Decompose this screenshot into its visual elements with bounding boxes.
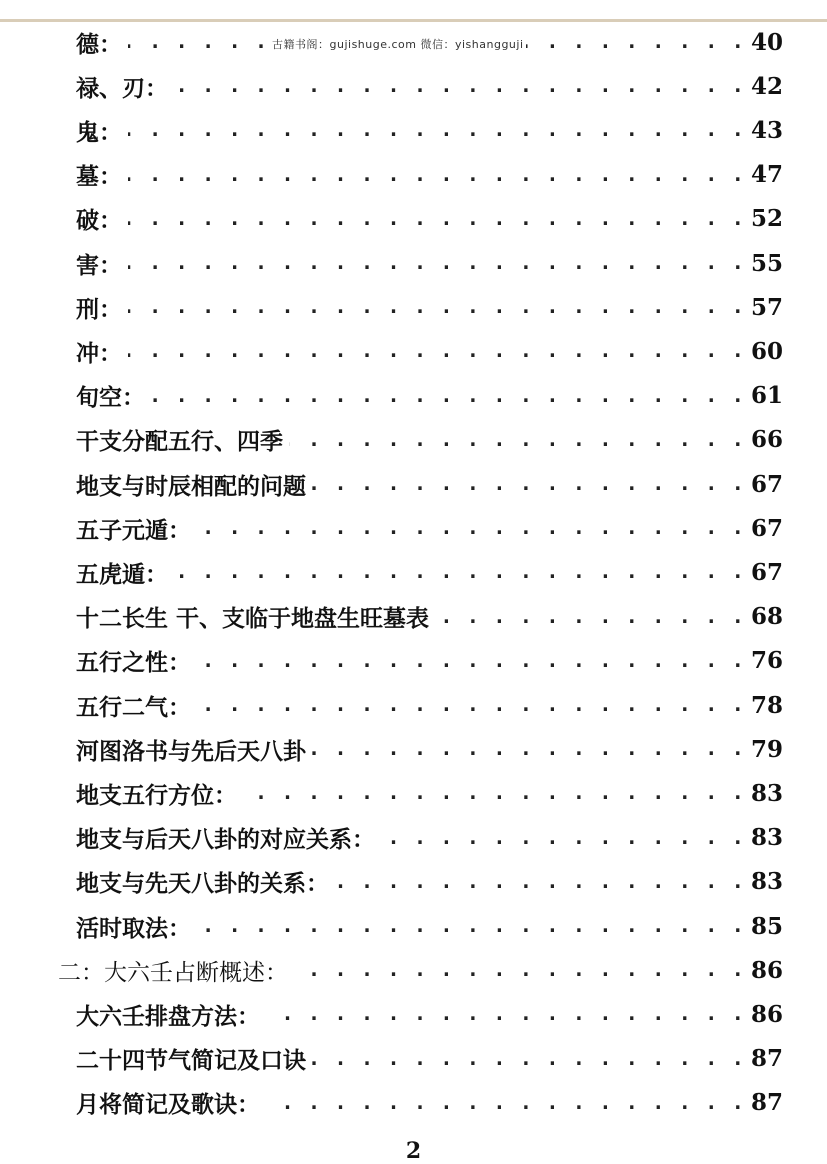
toc-dot-leader	[289, 427, 745, 453]
toc-entry-title: 地支与先天八卦的关系：	[76, 871, 329, 898]
toc-entry[interactable]	[76, 1039, 783, 1079]
toc-entry-page: 87	[750, 1045, 783, 1073]
toc-entry-title: 活时取法：	[76, 915, 191, 942]
toc-entry-page: 86	[750, 956, 783, 984]
toc-entry[interactable]	[76, 818, 783, 858]
toc-entry-title: 大六壬排盘方法：	[76, 1003, 260, 1030]
toc-entry[interactable]	[76, 994, 783, 1034]
toc-dot-leader	[312, 1046, 745, 1072]
toc-entry[interactable]	[76, 155, 783, 195]
toc-entry-title: 禄、刃：	[76, 75, 168, 102]
toc-entry-page: 40	[750, 28, 783, 56]
toc-entry[interactable]	[76, 729, 783, 769]
toc-entry-page: 43	[750, 116, 783, 144]
toc-dot-leader	[294, 957, 745, 983]
toc-entry-page: 87	[750, 1089, 783, 1117]
toc-dot-leader	[197, 648, 745, 674]
toc-dot-leader	[266, 1090, 745, 1116]
toc-entry-title: 冲：	[76, 340, 122, 367]
toc-entry-page: 79	[750, 735, 783, 763]
toc-entry-page: 83	[750, 824, 783, 852]
toc-entry[interactable]	[76, 66, 783, 106]
toc-dot-leader	[128, 206, 745, 232]
toc-dot-leader	[174, 559, 745, 585]
watermark-text: 古籍书阁：gujishuge.com 微信：yishangguji	[272, 38, 524, 51]
toc-entry-title: 十二长生 干、支临于地盘生旺墓表	[76, 606, 430, 633]
toc-dot-leader	[174, 73, 745, 99]
toc-entry[interactable]	[76, 906, 783, 946]
toc-entry[interactable]	[76, 243, 783, 283]
toc-entry-title: 害：	[76, 252, 122, 279]
toc-dot-leader	[197, 913, 745, 939]
toc-entry[interactable]	[76, 331, 783, 371]
toc-entry-title: 五子元遁：	[76, 517, 191, 544]
toc-entry[interactable]	[76, 773, 783, 813]
toc-entry-title: 五虎遁：	[76, 561, 168, 588]
toc-dot-leader	[243, 780, 745, 806]
toc-entry[interactable]	[76, 641, 783, 681]
toc-entry-title: 破：	[76, 208, 122, 235]
toc-entry[interactable]	[76, 862, 783, 902]
toc-entry[interactable]	[76, 420, 783, 460]
toc-entry-title: 墓：	[76, 164, 122, 191]
toc-entry-title: 二：大六壬占断概述：	[58, 959, 288, 986]
toc-entry-page: 47	[750, 161, 783, 189]
toc-entry-page: 76	[750, 647, 783, 675]
toc-dot-leader	[128, 294, 745, 320]
toc-dot-leader	[266, 1001, 745, 1027]
toc-entry-page: 60	[750, 337, 783, 365]
toc-dot-leader	[151, 383, 745, 409]
toc-entry-page: 57	[750, 293, 783, 321]
toc-entry-title: 五行二气：	[76, 694, 191, 721]
toc-entry-page: 42	[750, 72, 783, 100]
toc-dot-leader	[197, 515, 745, 541]
toc-dot-leader	[128, 117, 745, 143]
toc-entry[interactable]	[58, 950, 783, 990]
toc-entry-page: 78	[750, 691, 783, 719]
toc-entry-page: 66	[750, 426, 783, 454]
toc-dot-leader	[128, 250, 745, 276]
toc-entry[interactable]	[76, 287, 783, 327]
toc-entry[interactable]	[76, 110, 783, 150]
toc-entry-page: 52	[750, 205, 783, 233]
toc-entry-title: 干支分配五行、四季	[76, 429, 283, 456]
toc-entry-title: 地支五行方位：	[76, 782, 237, 809]
toc-dot-leader	[197, 692, 745, 718]
toc-entry-page: 67	[750, 470, 783, 498]
toc-entry-title: 地支与后天八卦的对应关系：	[76, 827, 375, 854]
toc-entry-title: 五行之性：	[76, 650, 191, 677]
toc-entry-title: 河图洛书与先后天八卦	[76, 738, 306, 765]
toc-entry-title: 地支与时辰相配的问题	[76, 473, 306, 500]
toc-entry-page: 67	[750, 558, 783, 586]
toc-entry-page: 83	[750, 779, 783, 807]
toc-dot-leader	[128, 162, 745, 188]
toc-entry-page: 86	[750, 1000, 783, 1028]
toc-entry-page: 55	[750, 249, 783, 277]
toc-entry[interactable]	[76, 685, 783, 725]
toc-entry-page: 68	[750, 603, 783, 631]
toc-entry-title: 德：	[76, 31, 122, 58]
toc-entry-page: 83	[750, 868, 783, 896]
toc-dot-leader	[312, 471, 745, 497]
page-number: 2	[405, 1138, 422, 1164]
toc-entry-title: 旬空：	[76, 385, 145, 412]
toc-entry[interactable]	[76, 376, 783, 416]
toc-entry[interactable]	[76, 199, 783, 239]
toc-dot-leader	[312, 736, 745, 762]
toc-entry[interactable]	[76, 597, 783, 637]
toc-entry[interactable]	[76, 552, 783, 592]
toc-dot-leader	[381, 825, 745, 851]
toc-entry-page: 61	[750, 382, 783, 410]
top-border	[0, 0, 827, 22]
toc-entry-title: 月将简记及歌诀：	[76, 1092, 260, 1119]
toc-entry[interactable]	[76, 464, 783, 504]
toc-entry[interactable]	[76, 1083, 783, 1123]
toc-entry[interactable]	[76, 508, 783, 548]
toc-entry-title: 刑：	[76, 296, 122, 323]
toc-entry-page: 85	[750, 912, 783, 940]
toc-entry-page: 67	[750, 514, 783, 542]
toc-entry-title: 二十四节气简记及口诀	[76, 1048, 306, 1075]
toc-dot-leader	[435, 604, 745, 630]
toc-dot-leader	[128, 338, 745, 364]
toc-entry-title: 鬼：	[76, 119, 122, 146]
toc-dot-leader	[335, 869, 745, 895]
